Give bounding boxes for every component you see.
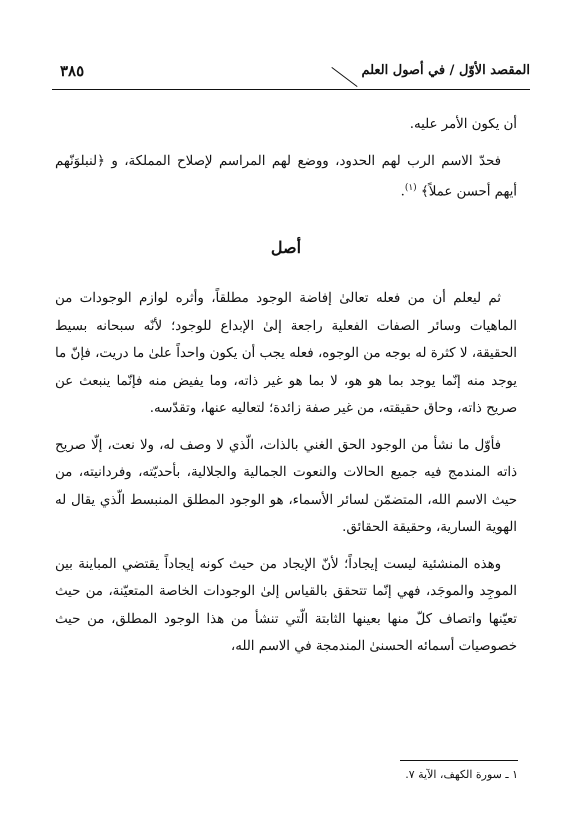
paragraph-3: ثم ليعلم أن من فعله تعالىٰ إفاضة الوجود مطلقاً، وأثره لوازم الوجودات من الماهيات وسائر الصفات الفعلية راجعة إلىٰ الإبداع للوجود؛ لأنّه سبحانه بسيط الحقيقة، لا كثرة له بوجه من الوجوه، فعله يجب أن يكون واحداً علىٰ ما دريت، فإنّ ما يوجد منه إنّما يوجد بما هو هو، لا بما هو غير ذاته، وما يفيض منه فإنّما ينبعث عن صريح ذاته، وحاق حقيقته، من غير صفة زائدة؛ لتعاليه عنها، وتقدّسه.: [55, 291, 517, 417]
page-number: ٣٨٥: [60, 62, 85, 80]
footnote-reference: (١): [404, 183, 417, 193]
header-title: المقصد الأوّل / في أصول العلم: [361, 63, 530, 78]
paragraph-4: فأوّل ما نشأ من الوجود الحق الغني بالذات، الّذي لا وصف له، ولا نعت، إلّا صريح ذاته المندمج فيه جميع الحالات والنعوت الجمالية والجلالية، بأحديّته، وفردانيته، من حيث الاسم الله، المتضمّن لسائر الأسماء، هو الوجود المطلق المنبسط الّذي يقال له الهوية السارية، وحقيقة الحقائق.: [55, 437, 517, 536]
paragraph-2-text: فحدّ الاسم الرب لهم الحدود، ووضع لهم المراسم لإصلاح المملكة، و ﴿لنبلوَنّهم أيهم أحسن عملاً﴾: [55, 153, 517, 200]
running-header: [52, 60, 530, 90]
paragraph-5: وهذه المنشئية ليست إيجاداً؛ لأنّ الإيجاد من حيث كونه إيجاداً يقتضي المباينة بين الموجِد والموجَد، فهي إنّما تتحقق بالقياس إلىٰ الوجودات الخاصة المتعيّنة، من حيث تعيّنها واتصاف كلّ منها بعينها الثابتة الّتي تنشأ من هذا الوجود المطلق، من حيث خصوصيات أسمائه الحسنىٰ المندمجة في الاسم الله،: [55, 556, 517, 655]
footnote-separator: [400, 760, 518, 761]
paragraph-1: أن يكون الأمر عليه.: [409, 117, 517, 132]
footnote: ١ ـ سورة الكهف، الآية ٧.: [405, 768, 518, 781]
section-title: أصل: [270, 237, 302, 257]
paragraph-2: [55, 148, 517, 206]
page-body: [55, 111, 517, 670]
header-title-box: [352, 60, 530, 90]
header-slant-line: [331, 67, 357, 87]
paragraph-2-end: .: [400, 184, 405, 200]
